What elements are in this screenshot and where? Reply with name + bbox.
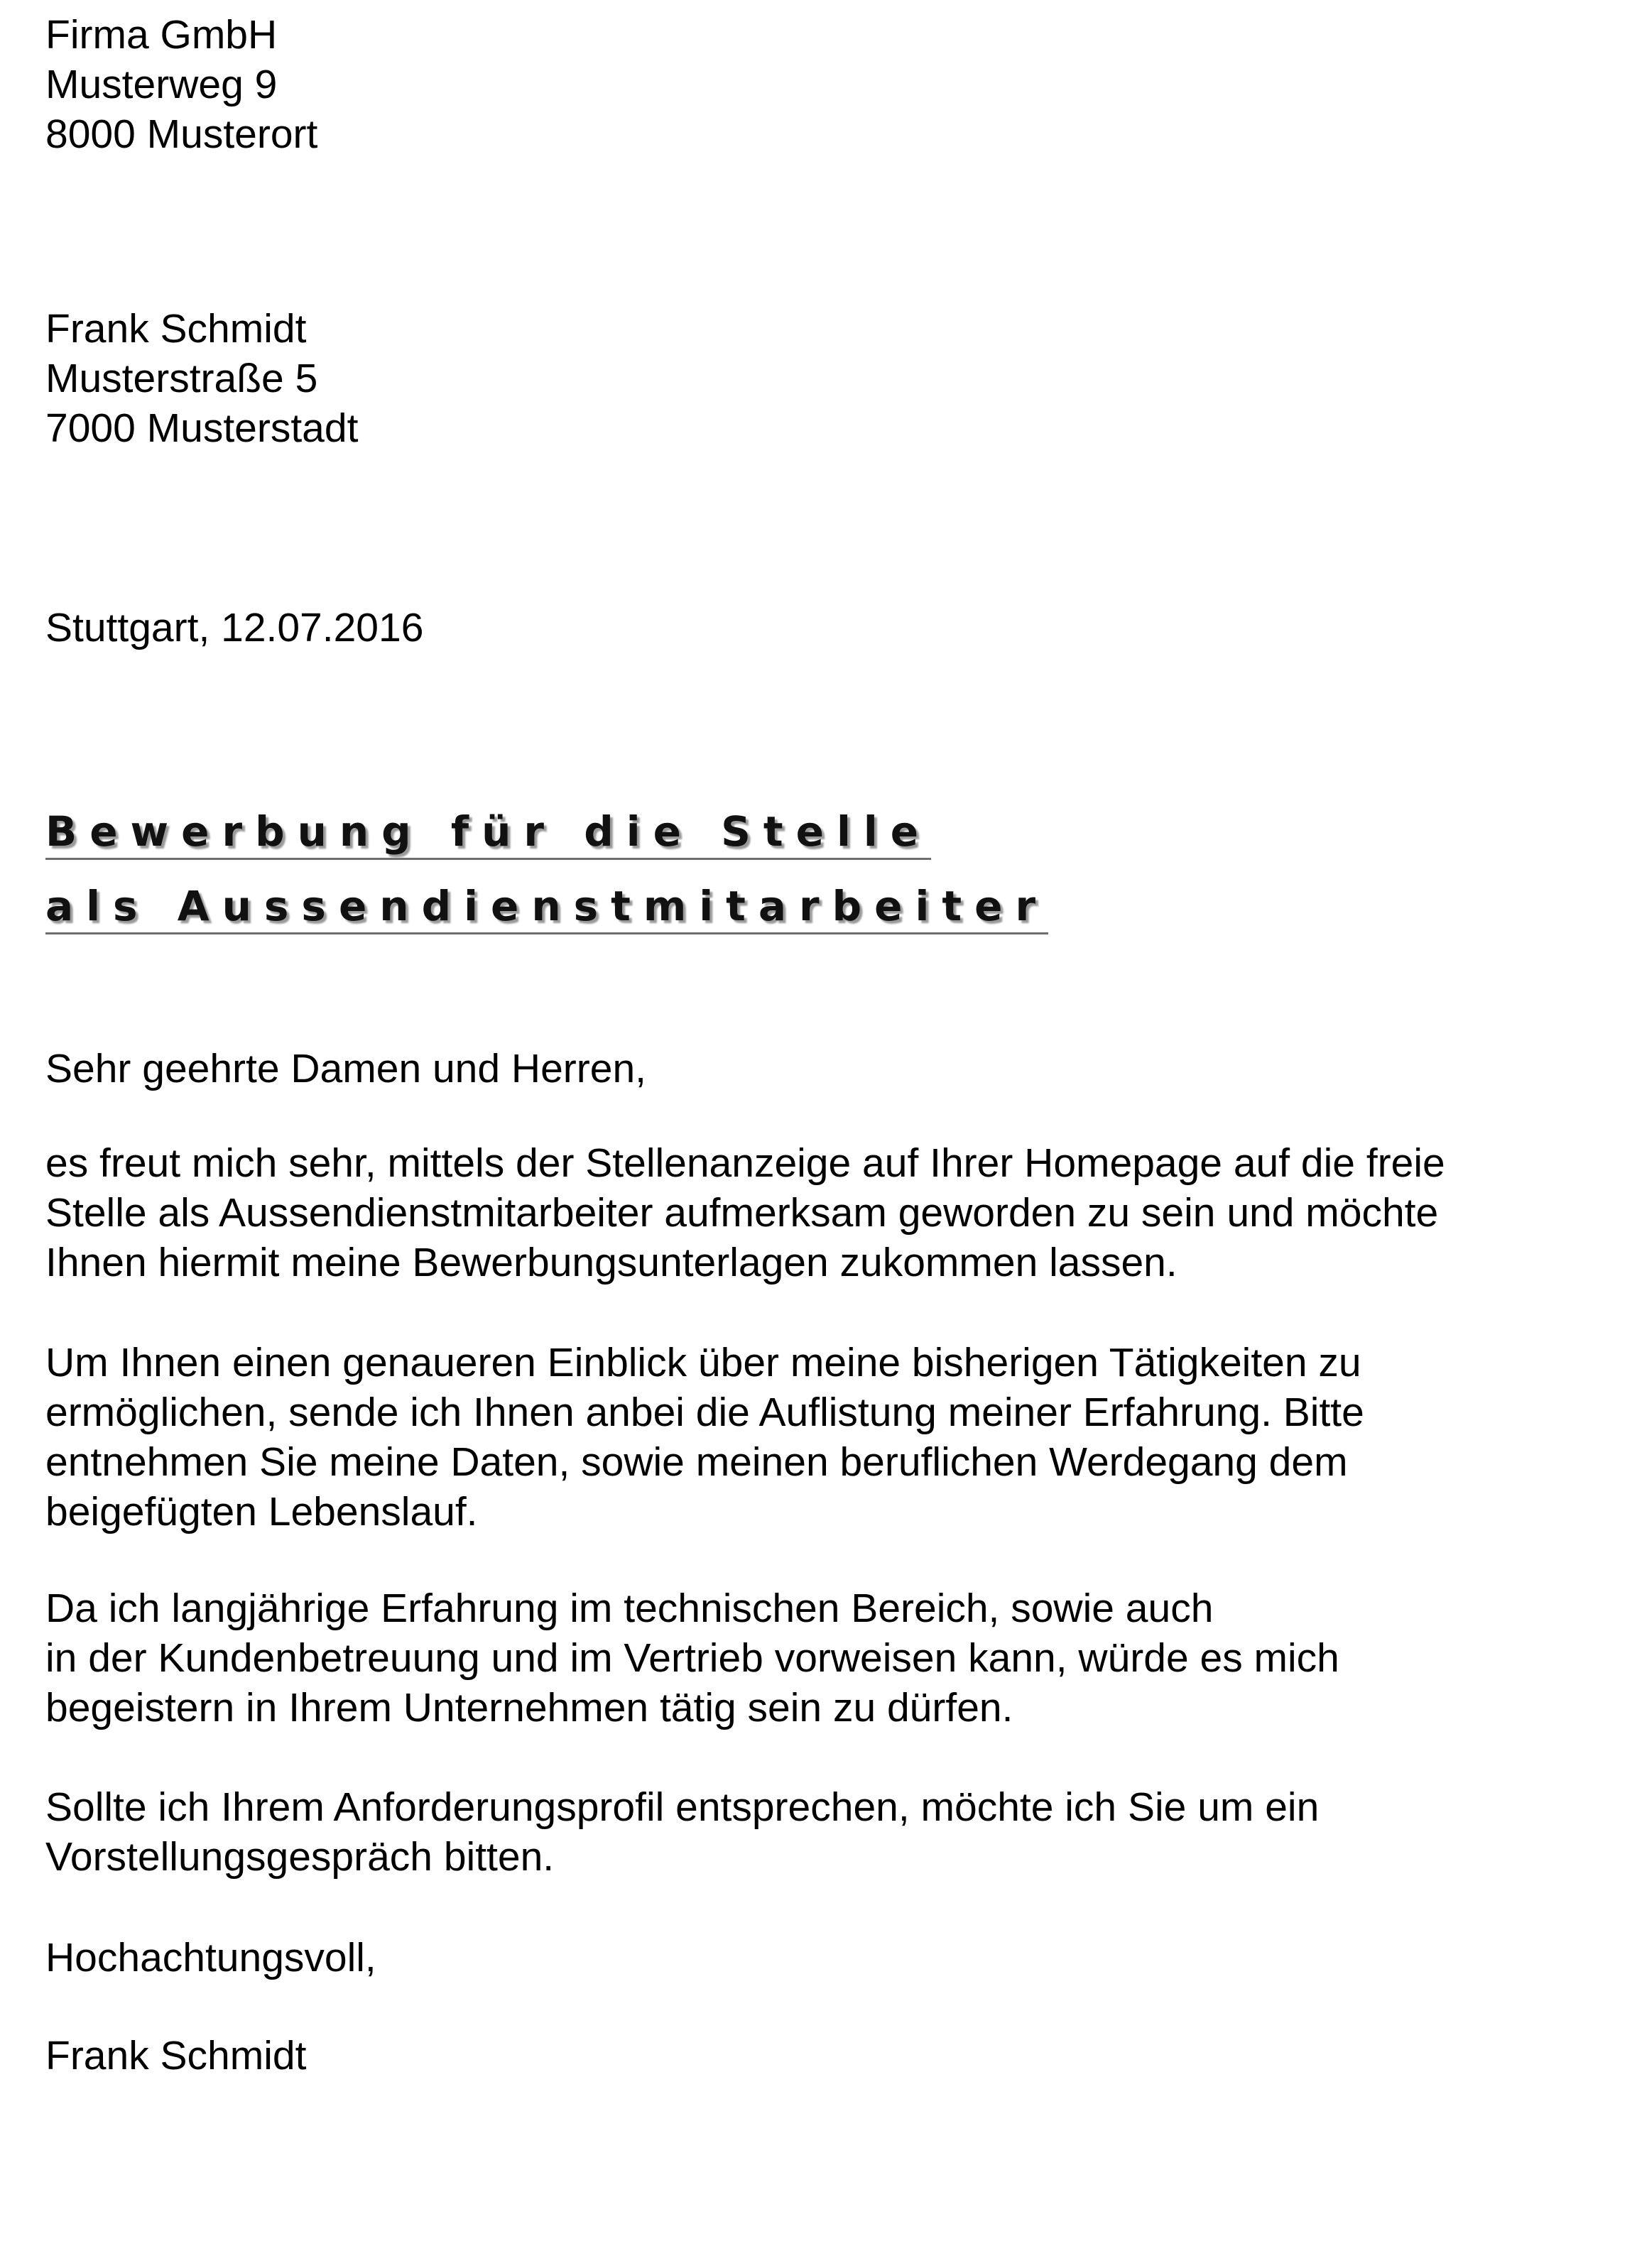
signature	[45, 2031, 306, 2081]
paragraph-line: Sollte ich Ihrem Anforderungsprofil entsprechen, möchte ich Sie um ein	[45, 1784, 1320, 1830]
paragraph-line: es freut mich sehr, mittels der Stellenanzeige auf Ihrer Homepage auf die freie	[45, 1140, 1445, 1186]
recipient-address	[45, 10, 317, 159]
paragraph-line: Vorstellungsgespräch bitten.	[45, 1834, 555, 1880]
subject-line-1: Bewerbung für die Stelle	[45, 808, 931, 860]
paragraph-line: in der Kundenbetreuung und im Vertrieb vorweisen kann, würde es mich	[45, 1635, 1339, 1681]
salutation	[45, 1044, 646, 1094]
sender-name: Frank Schmidt	[45, 306, 307, 351]
paragraph-line: ermöglichen, sende ich Ihnen anbei die Auflistung meiner Erfahrung. Bitte	[45, 1390, 1364, 1435]
subject-line-2: als Aussendienstmitarbeiter	[45, 883, 1048, 934]
paragraph-line: begeistern in Ihrem Unternehmen tätig sein zu dürfen.	[45, 1685, 1013, 1730]
salutation-text: Sehr geehrte Damen und Herren,	[45, 1046, 646, 1091]
subject-row-1	[45, 808, 1048, 860]
recipient-city: 8000 Musterort	[45, 111, 318, 157]
paragraph-3	[45, 1583, 1339, 1733]
place-date	[45, 603, 423, 653]
paragraph-2	[45, 1338, 1364, 1537]
signature-name: Frank Schmidt	[45, 2033, 307, 2078]
place-date-text: Stuttgart, 12.07.2016	[45, 605, 424, 650]
paragraph-line: entnehmen Sie meine Daten, sowie meinen beruflichen Werdegang dem	[45, 1439, 1348, 1485]
recipient-company: Firma GmbH	[45, 12, 278, 58]
closing	[45, 1933, 376, 1983]
recipient-street: Musterweg 9	[45, 62, 278, 107]
paragraph-line: Stelle als Aussendienstmitarbeiter aufmerksam geworden zu sein und möchte	[45, 1190, 1439, 1236]
paragraph-line: Da ich langjährige Erfahrung im technischen Bereich, sowie auch	[45, 1586, 1214, 1631]
paragraph-line: Ihnen hiermit meine Bewerbungsunterlagen zukommen lassen.	[45, 1240, 1178, 1285]
paragraph-4	[45, 1782, 1319, 1882]
sender-street: Musterstraße 5	[45, 356, 318, 401]
paragraph-line: Um Ihnen einen genaueren Einblick über meine bisherigen Tätigkeiten zu	[45, 1340, 1361, 1385]
subject-row-2	[45, 883, 1048, 934]
subject-heading	[45, 808, 1048, 957]
paragraph-1	[45, 1138, 1445, 1287]
closing-text: Hochachtungsvoll,	[45, 1935, 376, 1980]
sender-address	[45, 304, 358, 453]
sender-city: 7000 Musterstadt	[45, 405, 359, 451]
paragraph-line: beigefügten Lebenslauf.	[45, 1489, 478, 1534]
